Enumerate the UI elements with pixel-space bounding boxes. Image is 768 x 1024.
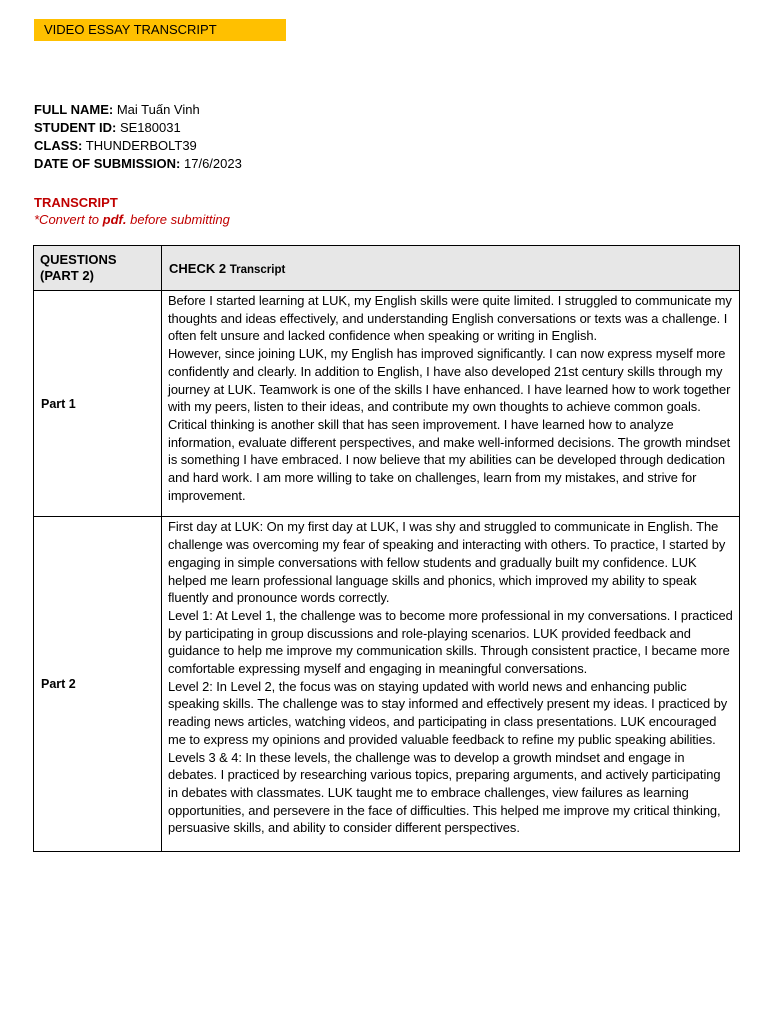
full-name-label: FULL NAME:	[34, 102, 114, 117]
questions-header-line1: QUESTIONS	[40, 252, 117, 267]
paragraph: Level 1: At Level 1, the challenge was to become more professional in my conversations. I practiced by participating in group discussions and role-playing scenarios. LUK provided feedback and guidance to help me improve my communication skills. Through consistent practice, I became more comfortable expressing myself and engaging in meaningful conversations.	[168, 607, 733, 677]
part-content	[162, 291, 740, 517]
questions-header	[34, 246, 162, 291]
questions-header-line2: (PART 2)	[40, 268, 94, 283]
note-emphasis: pdf.	[102, 212, 127, 227]
paragraph: Critical thinking is another skill that has seen improvement. I have learned how to analyze information, evaluate different perspectives, and make well-informed decisions. The growth mindset is something I have embraced. I now believe that my abilities can be developed through dedication and hard work. I am more willing to take on challenges, learn from my mistakes, and strive for improvement.	[168, 416, 731, 503]
check-header	[162, 246, 740, 291]
student-id-label: STUDENT ID:	[34, 120, 117, 135]
paragraph: First day at LUK: On my first day at LUK, I was shy and struggled to communicate in English. The challenge was overcoming my fear of speaking and interacting with others. To practice, I started by engaging in simple conversations with fellow students and gradually built my confidence. LUK helped me learn professional language skills and phonics, which improved my ability to speak fluently and pronounce words correctly.	[168, 519, 726, 606]
transcript-table	[33, 245, 740, 852]
date-value: 17/6/2023	[184, 156, 242, 171]
table-row	[34, 291, 740, 517]
note-prefix: *Convert to	[34, 212, 103, 227]
date-row	[34, 155, 242, 173]
paragraph: However, since joining LUK, my English has improved significantly. I can now express myself more confidently and clearly. In addition to English, I have also developed 21st century skills through my journey at LUK. Teamwork is one of the skills I have enhanced. I have learned how to work together with my peers, listen to their ideas, and contribute my own thoughts to achieve common goals.	[168, 346, 731, 415]
student-id-value: SE180031	[119, 120, 181, 135]
full-name-value: Mai Tuấn Vinh	[116, 102, 200, 117]
note-suffix: before submitting	[126, 212, 230, 227]
part-label: Part 2	[34, 517, 162, 852]
part-content	[162, 517, 740, 852]
class-label: CLASS:	[34, 138, 83, 153]
table-row	[34, 517, 740, 852]
student-info	[34, 101, 242, 173]
document-banner: VIDEO ESSAY TRANSCRIPT	[34, 19, 286, 41]
paragraph: Levels 3 & 4: In these levels, the challenge was to develop a growth mindset and engage in debates. I practiced by researching various topics, preparing arguments, and actively participating in debates with classmates. LUK taught me to embrace challenges, view failures as learning opportunities, and persevere in the face of difficulties. This helped me improve my critical thinking, persuasive skills, and ability to consider different perspectives.	[168, 749, 721, 836]
transcript-note	[34, 212, 230, 227]
student-id-row	[34, 119, 242, 137]
full-name-row	[34, 101, 242, 119]
transcript-header-label: Transcript	[229, 263, 286, 276]
check-header-label: CHECK 2	[169, 260, 227, 276]
transcript-heading: TRANSCRIPT	[34, 195, 118, 210]
paragraph: Level 2: In Level 2, the focus was on staying updated with world news and enhancing public speaking skills. The challenge was to stay informed and effectively present my ideas. I practiced by reading news articles, watching videos, and participating in class presentations. LUK encouraged me to express my opinions and provided valuable feedback to refine my public speaking abilities.	[168, 678, 728, 747]
table-header-row	[34, 246, 740, 291]
part-label: Part 1	[34, 291, 162, 517]
class-row	[34, 137, 242, 155]
date-label: DATE OF SUBMISSION:	[34, 156, 181, 171]
paragraph: Before I started learning at LUK, my English skills were quite limited. I struggled to communicate my thoughts and ideas effectively, and understanding English conversations or texts was a challenge. I often felt unsure and lacked confidence when speaking or writing in English.	[168, 293, 732, 344]
class-value: THUNDERBOLT39	[85, 138, 197, 153]
